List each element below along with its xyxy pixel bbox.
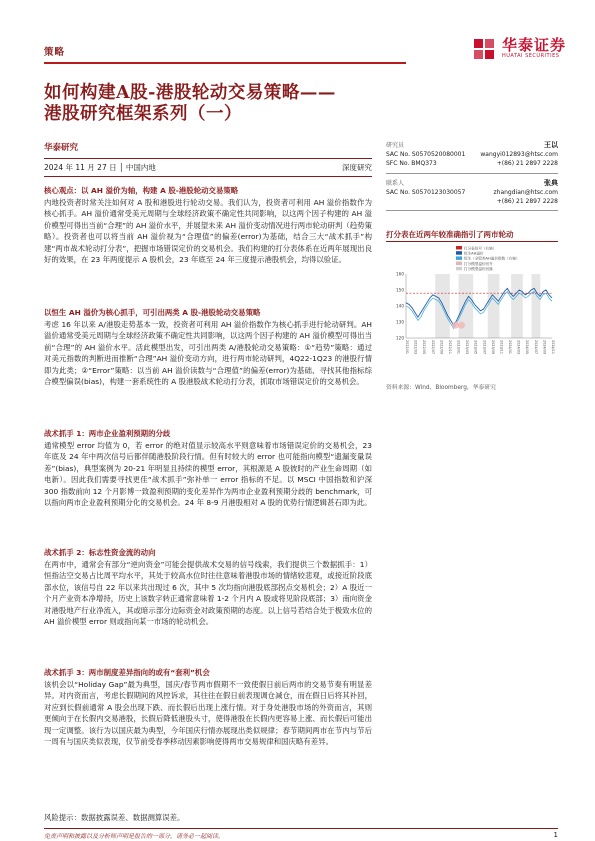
x-tick-label: 2022/01 [405, 340, 409, 355]
section-text: 该机会以“Holiday Gap”最为典型，国庆/春节两市假期不一致使假日前后两市的交易节奏有明显差异。对内资而言，考虑长假期间的风控诉求，其往往在假日前表现调仓减仓，而在假日后将其补回，对应到长假前通常 A 股会出现下跌、而长假后出现上涨行情。对于身处港股市场的外资而言，其则更倾向于在长假内交易港股，长假后降低港股头寸，使得港股在长假内更容易上涨、而长假后可能出现一定调整。该行为以国庆最为典型，今年国庆行情亦展现出类似规律；春节期间两市在节内与节后一周有与国庆类似表现，仅节前受春季移动因素影响使得两市交易规律和国庆略有差异。 [44, 679, 372, 746]
section-heading: 以恒生 AH 溢价为核心抓手，可引出两类 A 股-港股轮动交易策略 [44, 308, 261, 317]
analyst-phone: +(86) 21 2897 2228 [496, 160, 558, 167]
page-number: 1 [553, 831, 558, 839]
y-tick-label: 150 [396, 287, 404, 293]
legend-swatch [456, 246, 462, 250]
analyst-card-1 [386, 141, 558, 168]
analyst-card-2 [386, 179, 558, 206]
analyst-email[interactable]: wangyi012893@htsc.com [480, 151, 558, 158]
signal-band [435, 274, 450, 338]
report-title-line1: 如何构建A股-港股轮动交易策略—— [44, 83, 336, 103]
x-tick-label: 2023/05 [473, 340, 478, 355]
legend-swatch [456, 262, 462, 266]
signal-band [488, 274, 500, 338]
series-line [406, 292, 552, 329]
legend-label: 打分模型溢价回落 [464, 267, 493, 272]
x-tick-label: 2022/09 [439, 340, 444, 355]
section-text: 在两市中，通常会有部分“逆向资金”可能会提供战术交易的信号线索，我们提供三个数据抓手：1）恒指沽空交易占比周平均水平，其处于较高水位时往往意味着港股市场的情绪较悲观，或接近阶段底部水位，该信号自 22 年以来共出现过 6 次，其中 5 次均指向港股底部拐点交易机会；2）A 股近一个月产业资本净增持，历史上该数字转正通常意味着 1-2 个月内 A 股或将见阶段底部；3）南向资金对港股地产行业净流入，其或暗示部分边际资金对政策预期的态度。以上信号若结合处于极致水位的 AH 溢价模型 error 则或指向某一市场的轮动机会。 [44, 559, 372, 626]
x-tick-label: 2024/09 [542, 340, 547, 355]
footer-disclaimer: 免责声明和披露以及分析师声明是报告的一部分，请务必一起阅读。 [44, 833, 225, 840]
x-tick-label: 2024/03 [516, 340, 521, 355]
date-row [44, 162, 372, 173]
x-tick-label: 2022/03 [413, 340, 418, 355]
legend-label: 恒生（全股类AH溢价指数（右轴） [464, 256, 520, 261]
x-tick-label: 2023/01 [456, 340, 461, 355]
legend-label: 恒生AH溢价 [464, 251, 484, 256]
date-rule-bottom [44, 176, 372, 177]
figure-title: 打分表在近两年较准确指引了两市轮动 [386, 230, 514, 239]
y-tick-label: 140 [396, 303, 404, 309]
section-tactic-1 [44, 428, 372, 509]
x-tick-label: 2023/03 [465, 340, 470, 355]
x-tick-label: 2022/07 [430, 340, 435, 355]
analyst-email[interactable]: zhangdian@htsc.com [493, 189, 558, 196]
section-heading: 战术抓手 2：标志性资金流的动向 [44, 548, 156, 557]
huatai-logo [474, 37, 566, 59]
analyst-name: 张典 [544, 179, 558, 187]
legend-label: 打分表信号（右轴） [464, 246, 497, 251]
analyst-sac: SAC No. S0570123030057 [386, 189, 466, 196]
report-type: 深度研究 [342, 163, 372, 172]
report-date: 2024 年 11 月 27 日 │ 中国内地 [44, 163, 156, 172]
logo-mark-icon [474, 37, 496, 59]
y-tick-label: 130 [396, 319, 404, 325]
signal-band [511, 274, 523, 338]
report-title-line2: 港股研究框架系列（一） [44, 104, 242, 124]
date-rule-top [44, 158, 372, 159]
y-tick-label: 120 [396, 335, 404, 341]
x-tick-label: 2023/09 [490, 340, 495, 355]
section-tactic-2 [44, 547, 372, 628]
legend-swatch [456, 251, 462, 255]
x-tick-label: 2023/11 [499, 340, 504, 355]
section-heading: 战术抓手 3：两市制度差异指向的或有“套利”机会 [44, 668, 210, 677]
section-ah-premium [44, 307, 372, 388]
highlight-circle [458, 322, 465, 329]
report-category: 华泰研究 [44, 143, 79, 153]
section-tactic-3 [44, 667, 372, 748]
footer-rule [44, 828, 558, 829]
x-tick-label: 2024/05 [525, 340, 530, 355]
y-tick-label: 160 [396, 271, 404, 277]
legend-swatch [456, 267, 462, 271]
analyst-role: 研究员 [386, 142, 405, 149]
x-tick-label: 2024/11 [551, 340, 555, 355]
analyst-sfc: SFC No. BMQ373 [386, 160, 437, 167]
analyst-name: 王以 [544, 141, 558, 149]
logo-sub: HUATAI SECURITIES [502, 53, 560, 59]
x-tick-label: 2023/07 [482, 340, 487, 355]
section-heading: 核心观点：以 AH 溢价为轴，构建 A 股-港股轮动交易策略 [44, 186, 239, 195]
x-tick-label: 2022/05 [422, 340, 427, 355]
section-text: 考虑 16 年以来 A/港股走势基本一致，投资者可利用 AH 溢价指数作为核心抓手进行轮动研判。AH 溢价通常受美元周期与全球经济政策不确定性共同影响，以这两个因子构建的 AH 溢价模型可得出当前“合理”的 AH 溢价水平。活此模型出发，可引出两类 A/港股轮动交易策略：①“趋势”策略：通过对美元指数的判断进而推断“合理”AH 溢价变动方向，进行两市轮动研判，4Q22-1Q23 的港股行情即为此类；②“Error”策略：以当前 AH 溢价读数与“合理值”的偏差(error)为基础、寻找其他指标综合模型偏误(bias)，构建一套系统性的 A 股港股战术轮动打分表，抓取市场错误定价的交易机会。 [44, 319, 372, 386]
report-tag: 策略 [44, 47, 66, 58]
figure-rule [386, 241, 558, 242]
x-tick-label: 2024/07 [533, 340, 538, 355]
x-tick-label: 2022/11 [447, 340, 452, 355]
premium-line-chart [386, 244, 558, 372]
signal-band [532, 274, 541, 338]
figure-source: 资料来源：Wind、Bloomberg，华泰研究 [386, 385, 496, 391]
analyst-rule [386, 210, 558, 211]
analyst-role: 联系人 [386, 180, 405, 187]
legend-swatch [456, 256, 462, 260]
section-text: 通常模型 error 均值为 0，若 error 的绝对值显示较高水平则意味着市场错误定价的交易机会，23 年底及 24 年中两次信号后都伴随港股阶段行情。但有时较大的 error 也可能指向模型“遗漏变量误差”(bias)，典型案例为 20-21 年明显且持续的模型 error，其根源是 A 股彼时的产业生命周期（如电新）。因此我们需要寻找更佳“战术抓手”弥补单一 error 指标的不足。以 MSCI 中国指数和沪深 300 指数前向 12 个月影博一致盈利预期的变化差异作为两市企业盈利预期分歧的 benchmark，可以指向两市企业盈利预期分化的交易机会。24 年 8-9 月港股相对 A 股的优势行情逻辑甚石即为此。 [44, 440, 372, 507]
section-heading: 战术抓手 1：两市企业盈利预期的分歧 [44, 429, 171, 438]
risk-warning: 风险提示：数据披露误差、数据测算误差。 [44, 813, 185, 822]
section-core-view [44, 185, 372, 266]
analyst-phone: +(86) 21 2897 2228 [496, 198, 558, 205]
legend-label: 打分模型溢价回升 [464, 261, 493, 266]
analyst-rule [386, 173, 558, 174]
header-rule [44, 62, 406, 64]
analyst-sac: SAC No. S0570520080001 [386, 151, 466, 158]
logo-name: 华泰证券 [502, 36, 567, 54]
x-tick-label: 2024/01 [508, 340, 513, 355]
section-text: 内地投资者时常关注如何对 A 股和港股进行轮动交易。我们认为，投资者可利用 AH 溢价指数作为核心抓手。AH 溢价通常受美元周期与全球经济政策不确定性共同影响，以这两个因子构建的 AH 溢价模型可得出当前“合理”的 AH 溢价水平，并展望未来 AH 溢价变动情况进行两市轮动研判（趋势策略）。投资者也可以将当前 AH 溢价视为“合理值”的偏差(error)为基础，结合三大“战术抓手”构建“两市战术轮动打分表”，把握市场错误定价的交易机会。我们构建的打分表体系在近两年展现出良好的效果，在 23 年两度提示 A 股机会，23 年底至 24 年三度提示港股机会，均得以验证。 [44, 197, 372, 264]
